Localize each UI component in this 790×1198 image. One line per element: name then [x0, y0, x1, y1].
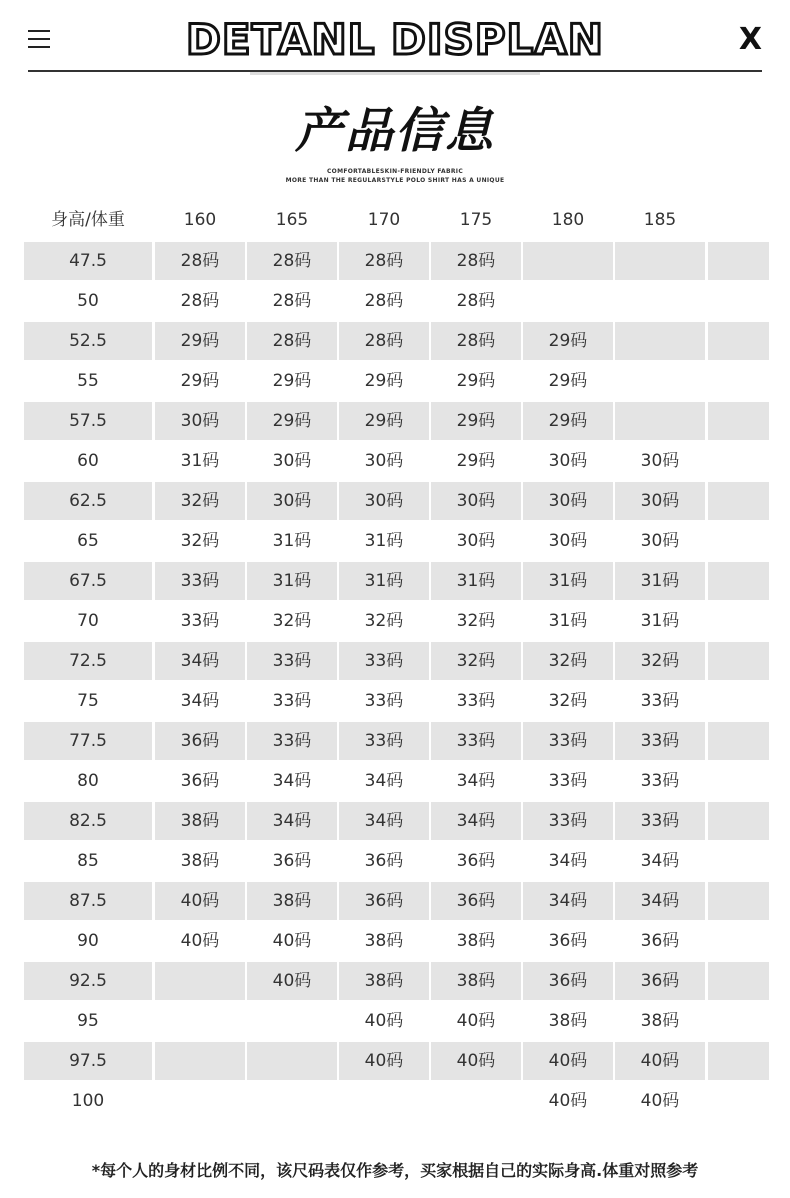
size-cell: 33码	[640, 691, 680, 711]
size-cell: 33码	[272, 651, 312, 671]
size-cell: 29码	[364, 371, 404, 391]
size-cell: 32码	[180, 531, 220, 551]
size-cell: 30码	[456, 531, 496, 551]
size-cell: 34码	[548, 891, 588, 911]
size-cell: 40码	[640, 1091, 680, 1111]
size-cell: 36码	[640, 931, 680, 951]
table-row	[24, 402, 769, 440]
size-cell: 32码	[548, 691, 588, 711]
page-title: 产品信息	[294, 103, 495, 159]
size-cell: 32码	[640, 651, 680, 671]
weight-cell: 77.5	[69, 731, 107, 751]
size-cell: 29码	[272, 411, 312, 431]
size-cell	[615, 242, 705, 280]
size-cell	[523, 282, 613, 320]
size-cell: 36码	[180, 731, 220, 751]
height-header: 170	[367, 210, 401, 230]
size-cell: 40码	[364, 1051, 404, 1071]
size-cell: 28码	[456, 291, 496, 311]
size-cell: 33码	[548, 731, 588, 751]
size-cell: 30码	[548, 451, 588, 471]
size-cell: 38码	[548, 1011, 588, 1031]
size-cell: 28码	[272, 251, 312, 271]
size-cell: 30码	[548, 491, 588, 511]
size-cell: 40码	[456, 1011, 496, 1031]
size-cell: 40码	[364, 1011, 404, 1031]
size-cell	[155, 1042, 245, 1080]
table-row	[24, 482, 769, 520]
size-cell: 33码	[640, 771, 680, 791]
size-cell	[615, 322, 705, 360]
table-row	[24, 882, 769, 920]
size-cell	[523, 242, 613, 280]
table-row	[24, 322, 769, 360]
size-cell: 32码	[180, 491, 220, 511]
height-header: 160	[183, 210, 217, 230]
subtitle-line-2: MORE THAN THE REGULARSTYLE POLO SHIRT HAS A UNIQUE	[285, 177, 505, 184]
size-cell: 36码	[180, 771, 220, 791]
size-cell: 29码	[364, 411, 404, 431]
footnote: *每个人的身材比例不同，该尺码表仅作参考，买家根据自己的实际身高.体重对照参考	[91, 1161, 699, 1180]
weight-cell: 47.5	[69, 251, 107, 271]
weight-cell: 60	[77, 451, 99, 471]
size-cell: 28码	[272, 331, 312, 351]
size-cell: 32码	[272, 611, 312, 631]
size-cell: 30码	[548, 531, 588, 551]
size-cell: 29码	[456, 411, 496, 431]
weight-cell: 67.5	[69, 571, 107, 591]
subtitle-line-1: COMFORTABLESKIN-FRIENDLY FABRIC	[326, 168, 464, 175]
size-cell	[155, 1002, 245, 1040]
weight-cell: 80	[77, 771, 99, 791]
size-cell: 29码	[180, 371, 220, 391]
table-row	[24, 802, 769, 840]
table-row	[24, 522, 769, 560]
size-cell: 28码	[272, 291, 312, 311]
size-cell: 28码	[364, 291, 404, 311]
table-row	[24, 362, 769, 400]
weight-cell: 72.5	[69, 651, 107, 671]
cell-background	[708, 802, 769, 840]
table-row	[24, 242, 769, 280]
height-header: 185	[643, 210, 677, 230]
cell-background	[708, 242, 769, 280]
size-cell: 30码	[272, 491, 312, 511]
top-bar	[0, 0, 790, 80]
size-cell: 36码	[364, 851, 404, 871]
size-cell: 33码	[456, 691, 496, 711]
weight-cell: 75	[77, 691, 99, 711]
size-cell: 33码	[364, 651, 404, 671]
size-cell: 34码	[272, 771, 312, 791]
weight-cell: 65	[77, 531, 99, 551]
cell-background	[708, 642, 769, 680]
size-cell: 34码	[272, 811, 312, 831]
table-row	[24, 1042, 769, 1080]
size-cell: 30码	[640, 531, 680, 551]
size-cell	[615, 402, 705, 440]
size-cell: 32码	[456, 611, 496, 631]
size-cell: 34码	[640, 891, 680, 911]
size-cell: 33码	[180, 611, 220, 631]
cell-background	[708, 562, 769, 600]
table-row	[24, 722, 769, 760]
size-cell: 31码	[364, 531, 404, 551]
size-cell: 29码	[180, 331, 220, 351]
weight-cell: 85	[77, 851, 99, 871]
table-row	[24, 442, 769, 480]
size-cell: 31码	[180, 451, 220, 471]
size-cell: 31码	[272, 531, 312, 551]
size-cell: 33码	[272, 731, 312, 751]
size-cell: 34码	[548, 851, 588, 871]
weight-cell: 50	[77, 291, 99, 311]
size-cell: 29码	[456, 451, 496, 471]
size-cell: 29码	[548, 411, 588, 431]
size-cell: 29码	[272, 371, 312, 391]
height-header: 175	[459, 210, 493, 230]
size-cell: 38码	[640, 1011, 680, 1031]
size-cell: 31码	[364, 571, 404, 591]
weight-cell: 87.5	[69, 891, 107, 911]
size-cell: 40码	[272, 931, 312, 951]
size-cell: 30码	[456, 491, 496, 511]
weight-cell: 52.5	[69, 331, 107, 351]
size-cell: 36码	[364, 891, 404, 911]
size-cell: 32码	[456, 651, 496, 671]
size-cell: 31码	[456, 571, 496, 591]
brand-logo: DETANL DISPLAN	[186, 15, 604, 64]
size-cell: 33码	[456, 731, 496, 751]
weight-cell: 92.5	[69, 971, 107, 991]
table-row	[24, 682, 769, 720]
table-row	[24, 962, 769, 1000]
cell-background	[708, 322, 769, 360]
size-cell: 30码	[180, 411, 220, 431]
size-cell: 38码	[456, 931, 496, 951]
weight-cell: 57.5	[69, 411, 107, 431]
size-cell: 28码	[456, 251, 496, 271]
size-cell	[247, 1002, 337, 1040]
close-icon[interactable]: X	[738, 22, 762, 57]
size-cell: 31码	[548, 571, 588, 591]
size-cell: 34码	[364, 771, 404, 791]
table-row	[24, 842, 769, 880]
size-cell: 36码	[456, 891, 496, 911]
size-cell: 30码	[640, 451, 680, 471]
size-cell: 36码	[272, 851, 312, 871]
size-cell: 38码	[180, 851, 220, 871]
size-cell: 34码	[456, 771, 496, 791]
weight-cell: 55	[77, 371, 99, 391]
size-cell: 33码	[364, 731, 404, 751]
weight-cell: 62.5	[69, 491, 107, 511]
size-cell: 33码	[180, 571, 220, 591]
size-cell	[247, 1042, 337, 1080]
size-cell	[431, 1082, 521, 1120]
size-cell: 33码	[548, 811, 588, 831]
header-divider-shadow	[250, 72, 540, 75]
weight-cell: 70	[77, 611, 99, 631]
weight-cell: 100	[71, 1091, 105, 1111]
size-cell: 34码	[180, 691, 220, 711]
size-cell: 40码	[456, 1051, 496, 1071]
size-cell	[155, 962, 245, 1000]
cell-background	[708, 962, 769, 1000]
size-cell: 34码	[364, 811, 404, 831]
size-cell: 28码	[364, 251, 404, 271]
size-cell	[615, 282, 705, 320]
size-cell: 36码	[640, 971, 680, 991]
size-cell: 31码	[640, 611, 680, 631]
size-cell: 38码	[272, 891, 312, 911]
size-cell: 40码	[640, 1051, 680, 1071]
size-cell	[247, 1082, 337, 1120]
size-cell: 34码	[640, 851, 680, 871]
cell-background	[708, 482, 769, 520]
size-cell: 40码	[180, 931, 220, 951]
height-header: 180	[551, 210, 585, 230]
size-cell: 40码	[548, 1091, 588, 1111]
size-cell: 31码	[640, 571, 680, 591]
table-row	[24, 602, 769, 640]
size-cell: 28码	[364, 331, 404, 351]
size-cell	[155, 1082, 245, 1120]
size-cell: 33码	[640, 811, 680, 831]
size-cell: 29码	[548, 331, 588, 351]
size-cell: 29码	[456, 371, 496, 391]
size-cell: 33码	[548, 771, 588, 791]
table-row	[24, 762, 769, 800]
size-cell: 30码	[640, 491, 680, 511]
table-row	[24, 282, 769, 320]
table-row	[24, 1082, 769, 1120]
table-row	[24, 922, 769, 960]
size-cell	[339, 1082, 429, 1120]
size-cell: 40码	[180, 891, 220, 911]
table-header-row	[24, 200, 769, 240]
size-cell: 29码	[548, 371, 588, 391]
size-cell: 36码	[456, 851, 496, 871]
corner-label: 身高/体重	[51, 210, 125, 230]
size-cell: 36码	[548, 931, 588, 951]
table-row	[24, 642, 769, 680]
size-cell: 31码	[548, 611, 588, 631]
size-cell: 28码	[456, 331, 496, 351]
cell-background	[708, 402, 769, 440]
size-cell: 38码	[456, 971, 496, 991]
size-cell: 38码	[364, 971, 404, 991]
size-cell: 33码	[640, 731, 680, 751]
height-header: 165	[275, 210, 309, 230]
size-cell: 33码	[364, 691, 404, 711]
size-cell: 38码	[180, 811, 220, 831]
size-cell	[615, 362, 705, 400]
cell-background	[708, 1042, 769, 1080]
size-cell: 30码	[272, 451, 312, 471]
table-row	[24, 1002, 769, 1040]
size-cell: 31码	[272, 571, 312, 591]
size-cell: 28码	[180, 291, 220, 311]
size-cell: 40码	[548, 1051, 588, 1071]
size-chart-table	[24, 200, 769, 1120]
size-cell: 33码	[272, 691, 312, 711]
weight-cell: 90	[77, 931, 99, 951]
table-row	[24, 562, 769, 600]
size-cell: 36码	[548, 971, 588, 991]
cell-background	[708, 882, 769, 920]
size-cell: 32码	[364, 611, 404, 631]
weight-cell: 95	[77, 1011, 99, 1031]
size-cell: 38码	[364, 931, 404, 951]
size-cell: 32码	[548, 651, 588, 671]
size-cell: 34码	[180, 651, 220, 671]
size-cell: 30码	[364, 491, 404, 511]
size-cell: 30码	[364, 451, 404, 471]
cell-background	[708, 722, 769, 760]
weight-cell: 97.5	[69, 1051, 107, 1071]
weight-cell: 82.5	[69, 811, 107, 831]
size-cell: 28码	[180, 251, 220, 271]
size-cell: 34码	[456, 811, 496, 831]
size-cell: 40码	[272, 971, 312, 991]
